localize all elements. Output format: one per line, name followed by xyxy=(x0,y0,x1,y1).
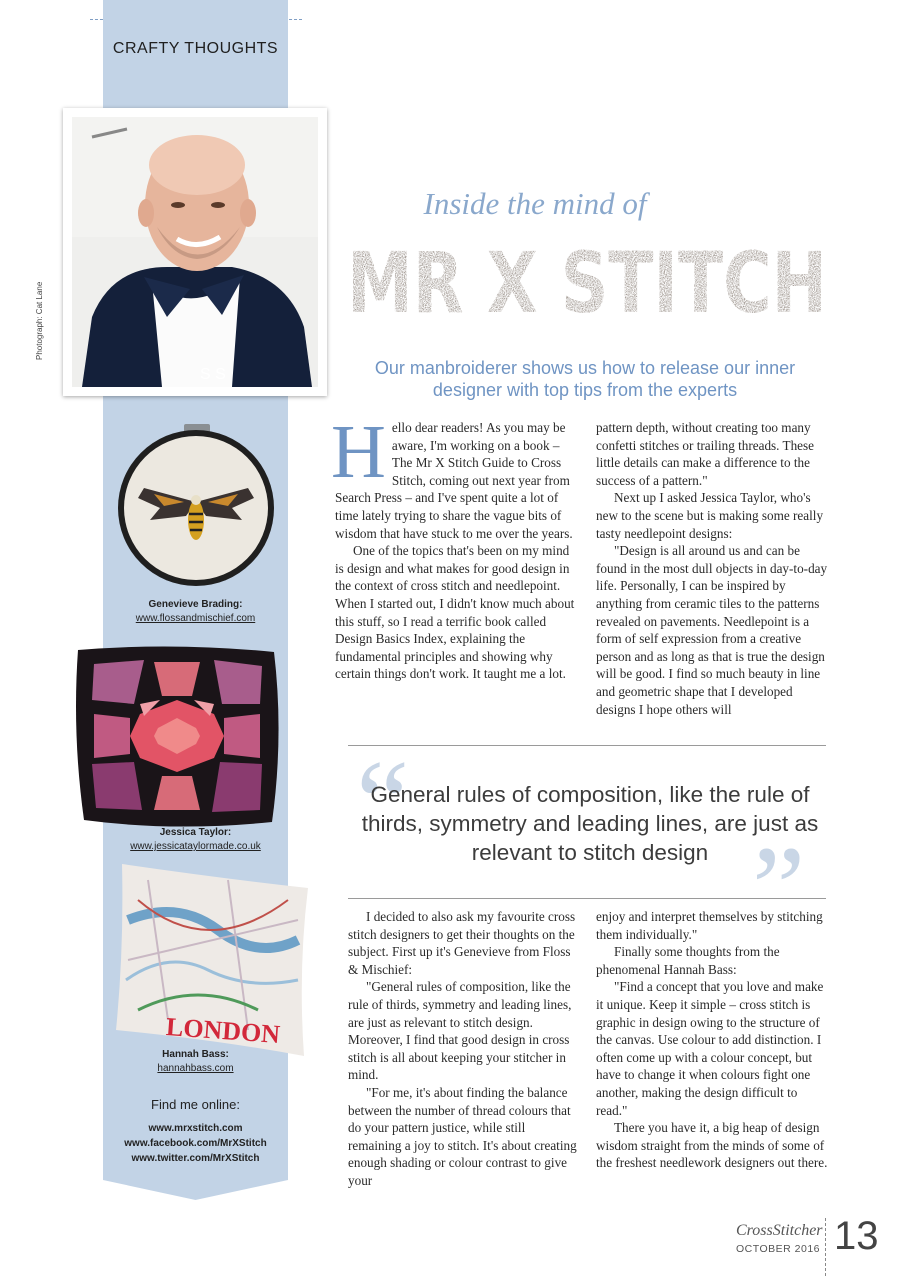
link-facebook[interactable]: www.facebook.com/MrXStitch xyxy=(124,1138,267,1149)
main-title xyxy=(340,232,835,330)
caption-hannah-url[interactable]: hannahbass.com xyxy=(157,1063,234,1074)
magazine-logo: CrossStitcher xyxy=(736,1222,823,1239)
caption-jessica-url[interactable]: www.jessicataylormade.co.uk xyxy=(130,841,261,852)
article-col1-p2: One of the topics that's been on my mind is design and what makes for good design in the context of cross stitch and needlepoint. When I started out, I didn't know much about this stuff, so I read a terrific book called Design Basics Index, explaining the fundamental principles and showing why certain things don't work. It taught me a lot. xyxy=(335,543,575,682)
london-map-cushion-image xyxy=(108,860,314,1062)
moth-hoop-image xyxy=(114,422,278,588)
article-col4-p1: enjoy and interpret themselves by stitching them individually." xyxy=(596,909,823,942)
geometric-cushion-image xyxy=(74,644,280,828)
footer-separator xyxy=(825,1218,826,1276)
article-col4-p3: "Find a concept that you love and make it unique. Keep it simple – cross stitch is graphic in design owing to the structure of the canvas. Use colour to add distinction. I often come up with a colour concept, but have to change it when colours fight one another, making the design difficult to read." xyxy=(596,979,824,1118)
standfirst: Our manbroiderer shows us how to release our inner designer with top tips from the experts xyxy=(374,358,796,400)
section-label: CRAFTY THOUGHTS xyxy=(112,40,279,57)
pullquote-top-rule xyxy=(348,745,826,746)
article-col2-p2: Next up I asked Jessica Taylor, who's new to the scene but is making some really tasty needlepoint designs: xyxy=(596,490,824,541)
article-col-2 xyxy=(596,419,830,718)
article-col4-p4: There you have it, a big heap of design wisdom straight from the minds of some of the freshest needlework designers out there. xyxy=(596,1120,828,1171)
article-col-4 xyxy=(596,908,828,1172)
issue-date: OCTOBER 2016 xyxy=(736,1243,821,1255)
caption-jessica-name: Jessica Taylor: xyxy=(159,827,232,838)
open-quote-icon: “ xyxy=(356,735,410,868)
drop-cap: H xyxy=(331,410,386,494)
title-kicker: Inside the mind of xyxy=(423,186,647,221)
cushion-london-text: LONDON xyxy=(165,1012,281,1049)
article-col3-p2: "General rules of composition, like the rule of thirds, symmetry and leading lines, are just as relevant to stitch design. Moreover, I find that good design in cross stitch is all about keeping your stitcher in mind. xyxy=(348,979,572,1083)
caption-genevieve xyxy=(103,598,288,626)
find-me-label: Find me online: xyxy=(151,1097,240,1112)
article-col4-p2: Finally some thoughts from the phenomenal Hannah Bass: xyxy=(596,944,780,977)
pullquote-bottom-rule xyxy=(348,898,826,899)
article-col-1 xyxy=(331,410,578,683)
article-col2-p3: "Design is all around us and can be found in the most dull objects in day-to-day life. Personally, I can be inspired by anything from ceramic tiles to the patterns revealed on pavements. Needlepoint is a form of self expression from a creative person and as long as that is true the design will be good. I find so much beauty in line and geometric shape that I developed designs I hope others will xyxy=(596,543,828,717)
caption-jessica xyxy=(103,826,288,854)
page-number: 13 xyxy=(834,1214,879,1258)
pull-quote: General rules of composition, like the rule of thirds, symmetry and leading lines, are just as relevant to stitch design xyxy=(361,782,819,865)
author-photo xyxy=(63,108,327,396)
article-col3-p1: I decided to also ask my favourite cross stitch designers to get their thoughts on the subject. First up it's Genevieve from Floss & Mischief: xyxy=(348,909,576,977)
article-col-3 xyxy=(348,908,580,1190)
caption-genevieve-name: Genevieve Brading: xyxy=(148,599,243,610)
article-col1-p1 xyxy=(331,410,578,542)
article-col2-p1: pattern depth, without creating too many confetti stitches or trailing threads. These little details can make a difference to the success of a pattern." xyxy=(596,420,815,488)
link-website[interactable]: www.mrxstitch.com xyxy=(148,1123,243,1134)
close-quote-icon: ” xyxy=(752,821,806,954)
article-col1-p1-text: ello dear readers! As you may be aware, I'm working on a book – The Mr X Stitch Guide to Cross Stitch, coming out next year from Search Press – and I've spent quite a lot of time lately trying to share the vague bits of wisdom that have stuck to me over the years. xyxy=(335,420,573,541)
caption-hannah-name: Hannah Bass: xyxy=(162,1049,229,1060)
link-twitter[interactable]: www.twitter.com/MrXStitch xyxy=(131,1153,260,1164)
caption-genevieve-url[interactable]: www.flossandmischief.com xyxy=(135,613,256,624)
main-title-text: MR X STITCH xyxy=(347,234,827,332)
caption-hannah xyxy=(103,1048,288,1076)
svg-text:S S: S S xyxy=(200,366,226,383)
photo-credit: Photograph: Cat Lane xyxy=(35,281,44,360)
online-links xyxy=(103,1121,288,1166)
article-col3-p3: "For me, it's about finding the balance between the number of thread colours that do your pattern justice, while still remaining a joy to stitch. It's about creating enough shading or colour contrast to give your xyxy=(348,1084,577,1188)
